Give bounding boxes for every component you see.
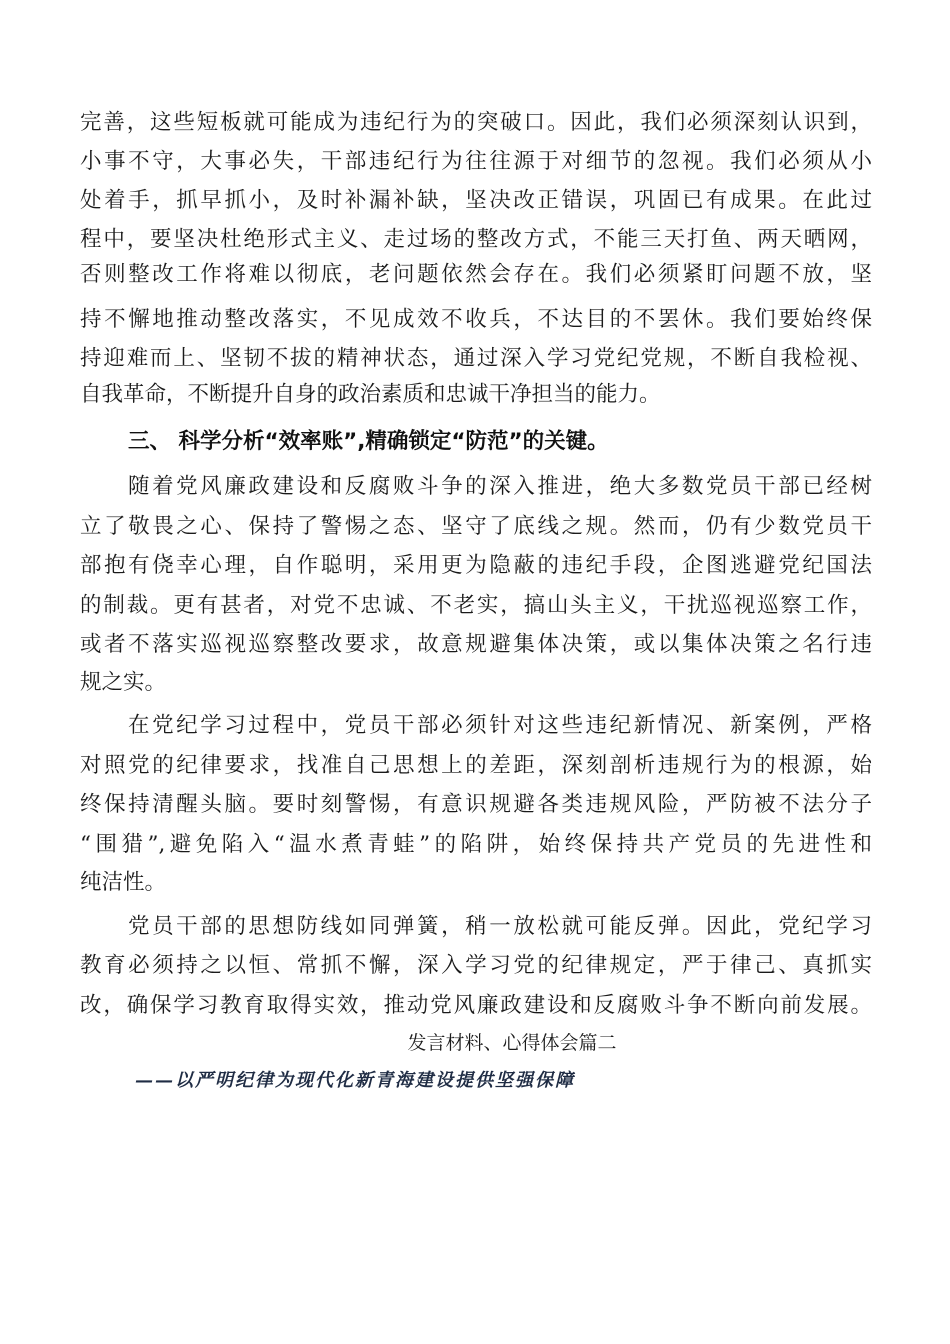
paragraph-line: 改，确保学习教育取得实效，推动党风廉政建设和反腐败斗争不断向前发展。 xyxy=(80,993,872,1018)
paragraph-line: 在党纪学习过程中，党员干部必须针对这些违纪新情况、新案例，严格 xyxy=(128,713,872,738)
part2-title: 发言材料、心得体会篇二 xyxy=(407,1032,617,1054)
paragraph-line: 否则整改工作将难以彻底，老问题依然会存在。我们必须紧盯问题不放，坚 xyxy=(80,262,872,287)
paragraph-line: 持迎难而上、坚韧不拔的精神状态，通过深入学习党纪党规，不断自我检视、 xyxy=(80,346,872,371)
paragraph-line: 教育必须持之以恒、常抓不懈，深入学习党的纪律规定，严于律己、真抓实 xyxy=(80,953,872,978)
paragraph-line: 部抱有侥幸心理，自作聪明，采用更为隐蔽的违纪手段，企图逃避党纪国法 xyxy=(80,553,872,578)
paragraph-line: 完善，这些短板就可能成为违纪行为的突破口。因此，我们必须深刻认识到， xyxy=(80,110,872,135)
paragraph-line: 纯洁性。 xyxy=(80,870,167,895)
paragraph-line: 立了敬畏之心、保持了警惕之态、坚守了底线之规。然而，仍有少数党员干 xyxy=(80,514,872,539)
paragraph-line: 的制裁。更有甚者，对党不忠诚、不老实，搞山头主义，干扰巡视巡察工作， xyxy=(80,593,872,618)
paragraph-line: “围猎”,避免陷入“温水煮青蛙”的陷阱，始终保持共产党员的先进性和 xyxy=(80,832,872,857)
paragraph-line: 规之实。 xyxy=(80,670,167,695)
paragraph-line: 或者不落实巡视巡察整改要求，故意规避集体决策，或以集体决策之名行违 xyxy=(80,632,872,657)
paragraph-line: 小事不守，大事必失，干部违纪行为往往源于对细节的忽视。我们必须从小 xyxy=(80,149,872,174)
paragraph-line: 自我革命，不断提升自身的政治素质和忠诚干净担当的能力。 xyxy=(80,382,661,407)
paragraph-line: 处着手，抓早抓小，及时补漏补缺，坚决改正错误，巩固已有成果。在此过 xyxy=(80,188,872,213)
part2-subtitle: ——以严明纪律为现代化新青海建设提供坚强保障 xyxy=(135,1070,575,1091)
paragraph-line: 随着党风廉政建设和反腐败斗争的深入推进，绝大多数党员干部已经树 xyxy=(128,474,872,499)
paragraph-line: 终保持清醒头脑。要时刻警惕，有意识规避各类违规风险，严防被不法分子 xyxy=(80,792,872,817)
paragraph-line: 对照党的纪律要求，找准自己思想上的差距，深刻剖析违规行为的根源，始 xyxy=(80,753,872,778)
paragraph-line: 党员干部的思想防线如同弹簧，稍一放松就可能反弹。因此，党纪学习 xyxy=(128,914,872,939)
paragraph-line: 程中，要坚决杜绝形式主义、走过场的整改方式，不能三天打鱼、两天晒网， xyxy=(80,227,872,252)
section-heading: 三、 科学分析“效率账”,精确锁定“防范”的关键。 xyxy=(128,429,609,454)
paragraph-line: 持不懈地推动整改落实，不见成效不收兵，不达目的不罢休。我们要始终保 xyxy=(80,307,872,332)
